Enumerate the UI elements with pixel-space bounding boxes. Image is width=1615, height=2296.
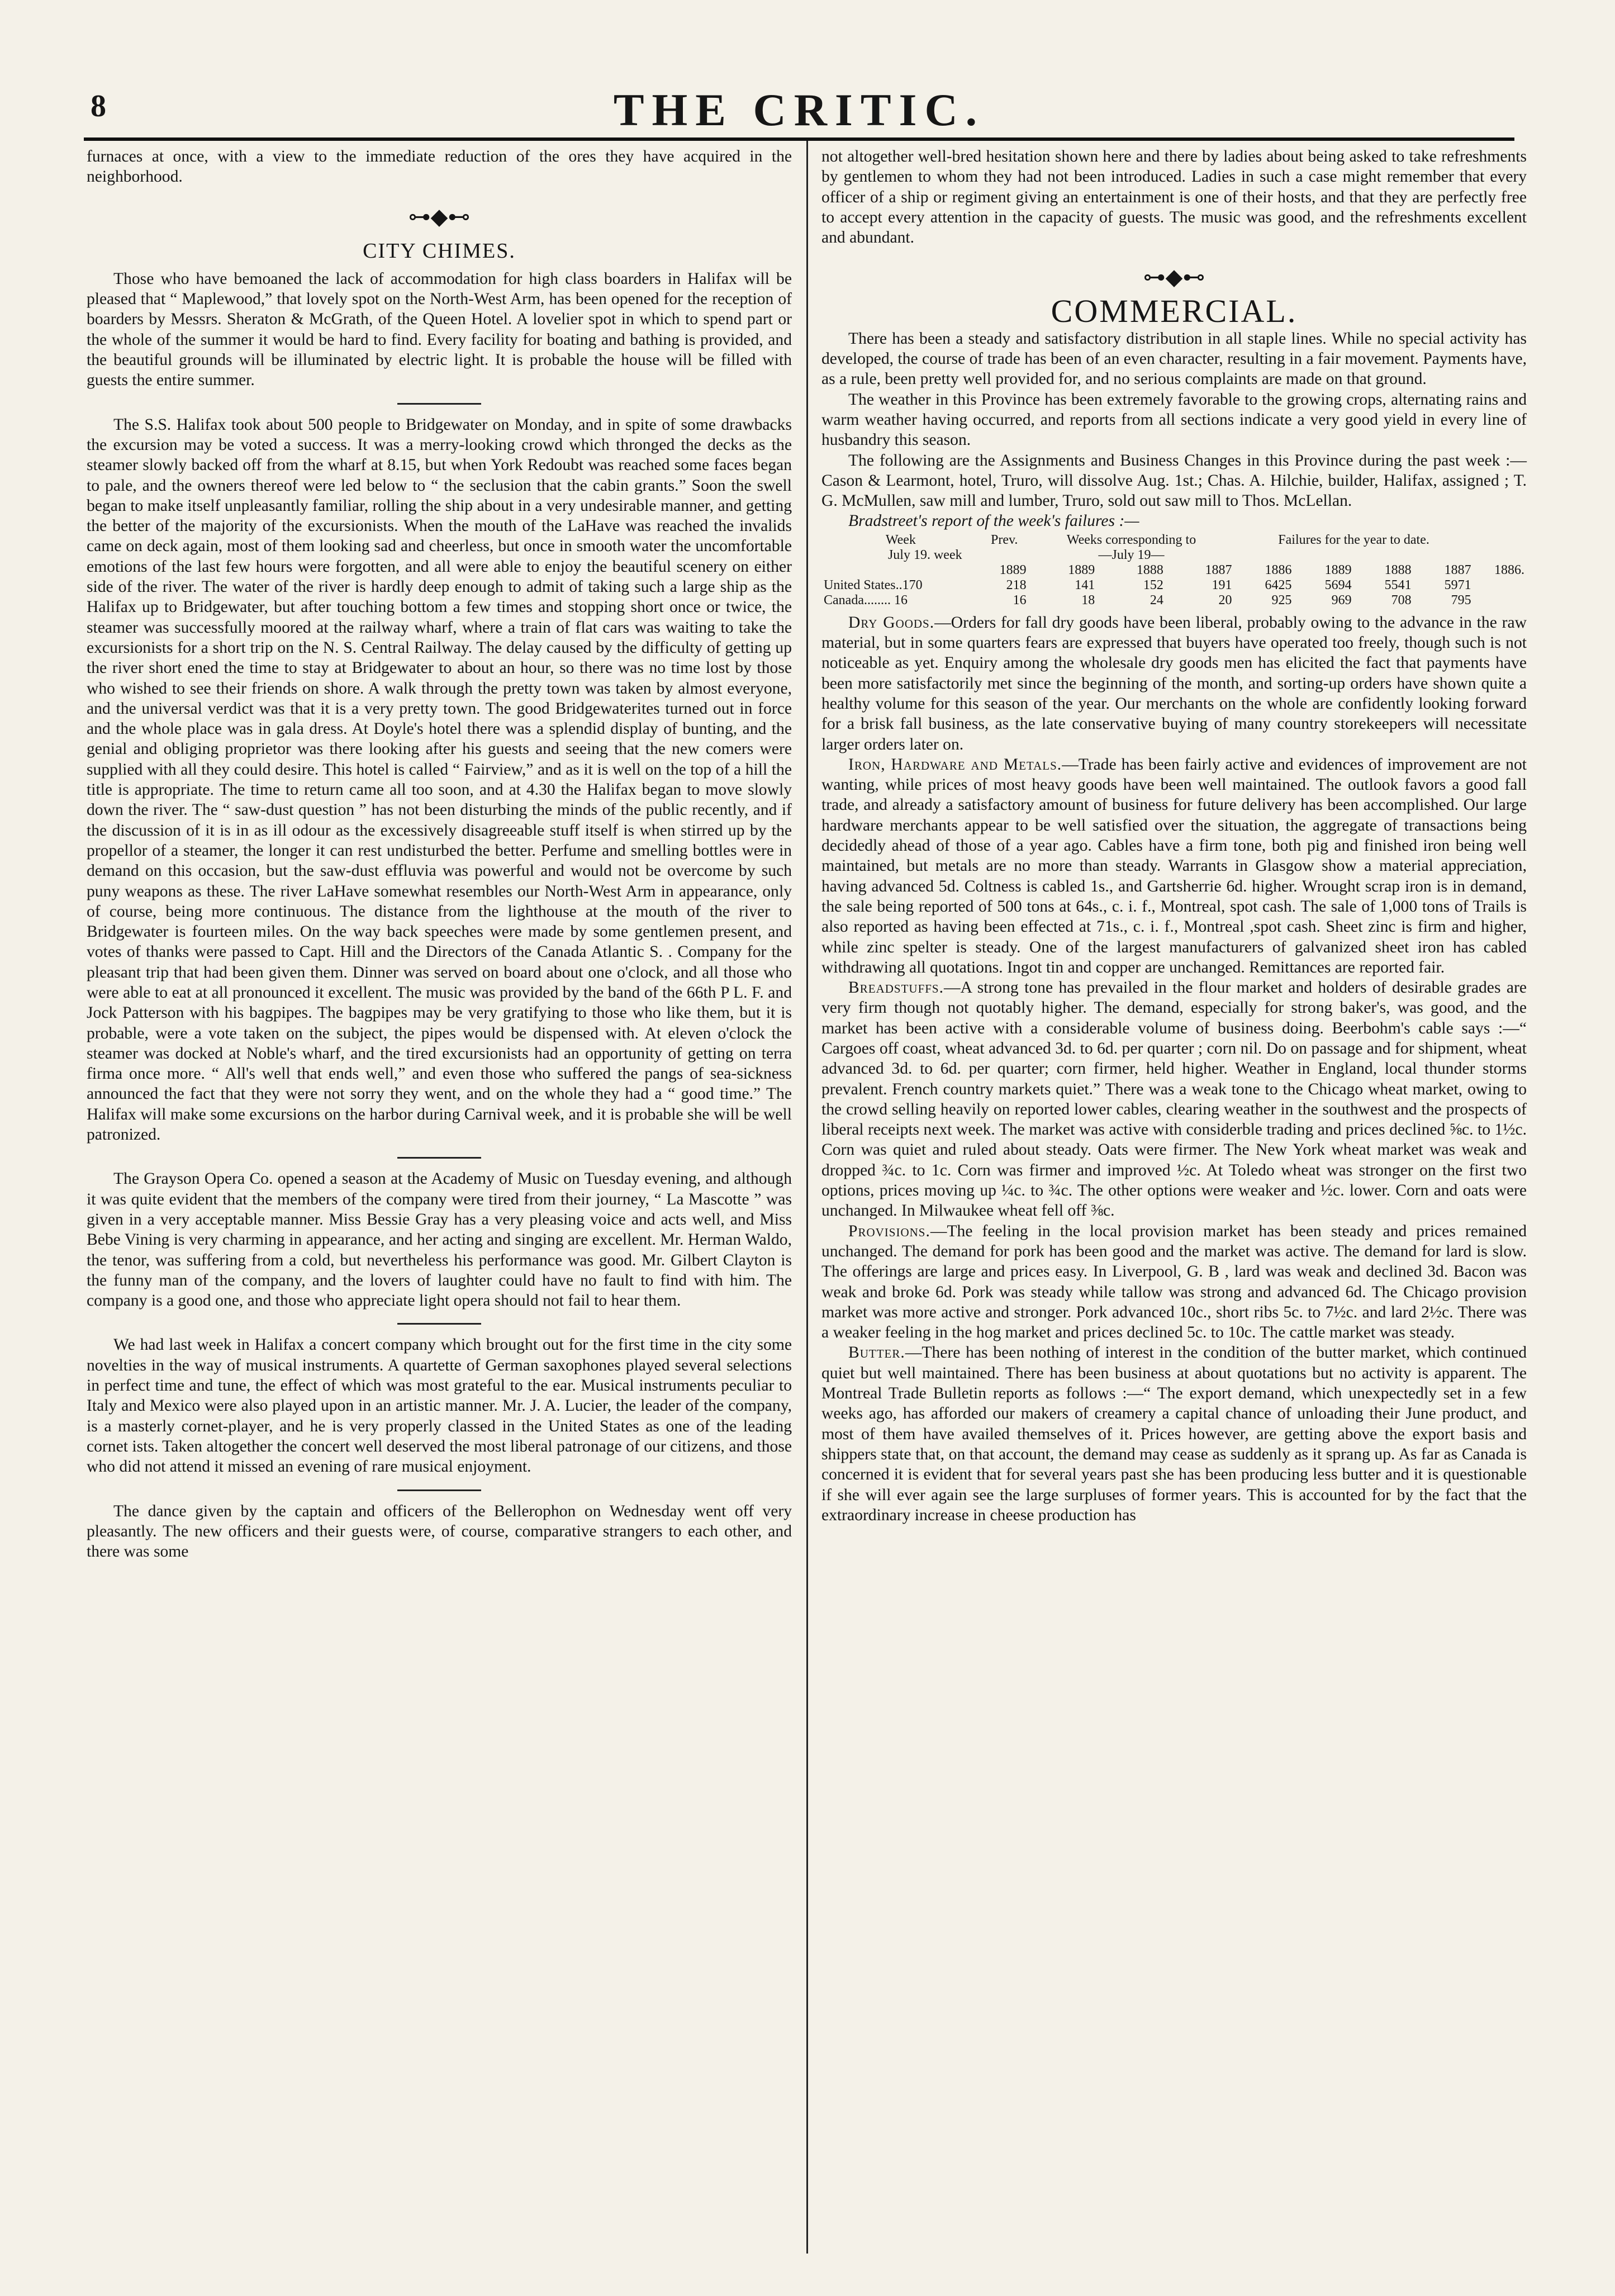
- separator-rule: [397, 1323, 481, 1325]
- failures-header-year: Failures for the year to date.: [1278, 532, 1429, 547]
- section-ornament: ⊶◆⊷: [1143, 264, 1205, 290]
- dance-paragraph: The dance given by the captain and officers of the Bellerophon on Wednesday went off very pleasantly. The new officers and their guests were, of course, comparative strangers to each other, and there was some: [87, 1502, 792, 1561]
- failures-year-cell: 1887: [1205, 562, 1232, 577]
- failures-value-cell: 141: [1075, 577, 1095, 592]
- failures-row-label: Canada........ 16: [824, 592, 908, 608]
- dry-goods-paragraph: Dry Goods.—Orders for fall dry goods have been liberal, probably owing to the advance in the raw material, but in some quarters fears are expressed that buyers have operated too freely, though such is not noticeable as yet. Enquiry among the wholesale dry goods men has elicited the fact that payments have been more satisfactorily met since the beginning of the month, and sorting-up orders have shown quite a healthy volume for this season of the year. Our merchants on the whole are confidently looking forward for a brisk fall business, as the late conservative buying of many country storekeepers will necessitate larger orders later on.: [821, 613, 1527, 753]
- separator-rule: [397, 1489, 481, 1491]
- failures-header-jul19week: July 19. week: [887, 547, 962, 562]
- failures-year-cell: 1887: [1444, 562, 1471, 577]
- page-number: 8: [91, 89, 106, 124]
- commercial-heading: COMMERCIAL.: [1051, 293, 1298, 330]
- trade-paragraph: There has been a steady and satisfactory distribution in all staple lines. While no special activity has developed, the course of trade has been of an even character, resulting in a fair movement. Payments have, as a rule, been pretty well provided for, and no serious complaints are made on that ground.: [821, 329, 1527, 388]
- failures-value-cell: 152: [1143, 577, 1163, 592]
- failures-value-cell: 24: [1150, 592, 1163, 608]
- excursion-paragraph: The S.S. Halifax took about 500 people to Bridgewater on Monday, and in spite of some drawbacks the excursion may be voted a success. It was a merry-looking crowd which thronged the decks as the steamer slowly backed off from the wharf at 8.15, but when York Redoubt was reached some faces began to pale, and the owners thereof were led below to “ the seclusion that the cabin grants.” Soon the swell began to make itself unpleasantly familiar, rolling the ship about in a very undesirable manner, and getting the better of the majority of the excursionists. When the mouth of the LaHave was reached the invalids came on deck again, most of them looking sad and cheerless, but once in smooth water the uncomfortable emotions of the last few hours were forgotten, and all were able to enjoy the beautiful scenery on either side of the river. The water of the river is hardly deep enough to admit of taking such a large ship as the Halifax up to Bridgewater, but after touching bottom a few times and stopping short once or twice, the steamer was successfully moored at the railway wharf, where a train of flat cars was waiting to take the excursionists for a short trip on the N. S. Central Railway. The delay caused by the difficulty of getting up the river short ened the time to stay at Bridgewater to about an hour, so there was no time lost by those who wished to see their friends on shore. A walk through the pretty town was taken by almost everyone, and the universal verdict was that it is a very pretty town. The good Bridgewaterites turned out in force and the whole place was in gala dress. At Doyle's hotel there was a splendid display of bunting, and the genial and obliging proprietor was there looking after his guests and seeing that the new comers were supplied with all they could desire. This hotel is called “ Fairview,” and as it is well on the top of a hill the title is appropriate. The time to return came all too soon, and at 4.30 the Halifax began to move slowly down the river. The “ saw-dust question ” has not been disturbing the minds of the public recently, and if the discussion of it is in as ill odour as the excessively disagreeable stuff itself is when stirred up by the propellor of a steamer, the longer it can rest undisturbed the better. Perfume and smelling bottles were in demand on this occasion, but the saw-dust effluvia was powerful and would not be overcome by such puny weapons as these. The river LaHave somewhat resembles our North-West Arm in appearance, only of course, being more continuous. The distance from the lighthouse at the mouth of the river to Bridgewater is fourteen miles. On the way back speeches were made by some gentlemen present, and votes of thanks were passed to Capt. Hill and the Directors of the Canada Atlantic S. . Company for the pleasant trip that had been given them. Dinner was served on board about one o'clock, and all those who were able to eat at all pronounced it excellent. The music was provided by the band of the 66th P L. F. and Jock Patterson with his bagpipes. The bagpipes may be very gratifying to those who like them, but it is probable, were a vote taken on the subject, the pipes would be dispensed with. At eleven o'clock the steamer was docked at Noble's wharf, and the tired excursionists had an opportunity of getting on terra firma once more. “ All's well that ends well,” and even those who suffered the pangs of sea-sickness announced the fact that they were not sorry they went, and on the whole they had a “ good time.” The Halifax will make some excursions on the harbor during Carnival week, and it is probable she will be well patronized.: [87, 415, 792, 1144]
- failures-value-cell: 5541: [1384, 577, 1412, 592]
- maplewood-paragraph: Those who have bemoaned the lack of accommodation for high class boarders in Halifax will be pleased that “ Maplewood,” that lovely spot on the North-West Arm, has been opened for the reception of boarders by Messrs. Sheraton & McGrath, of the Queen Hotel. A lovelier spot in which to spend part or the whole of the summer it would be hard to find. Every facility for boating and bathing is provided, and the beautiful grounds will be illuminated by electric light. It is probable the house will be filled with guests the entire summer.: [87, 269, 792, 390]
- left-column: [87, 146, 792, 1562]
- failures-header-weeks: Weeks corresponding to: [1066, 532, 1196, 547]
- assignments-paragraph: The following are the Assignments and Business Changes in this Province during the past week :—Cason & Learmont, hotel, Truro, will dissolve Aug. 1st.; Chas. A. Hilchie, builder, Halifax, assigned ; T. G. McMullen, saw mill and lumber, Truro, sold out saw mill to Thos. McLellan.: [821, 451, 1527, 510]
- bradstreet-intro: Bradstreet's report of the week's failures :—: [848, 512, 1139, 530]
- opera-paragraph: The Grayson Opera Co. opened a season at the Academy of Music on Tuesday evening, and although it was quite evident that the members of the company were tired from their journey, “ La Mascotte ” was given in a very acceptable manner. Miss Bessie Gray has a very pleasing voice and acts well, and Miss Bebe Vining is very charming in appearance, and her acting and singing are excellent. Mr. Herman Waldo, the tenor, was suffering from a cold, but nevertheless his performance was good. Mr. Gilbert Clayton is the funny man of the company, and the lovers of laughter could have no fault to find with him. The company is a good one, and those who appreciate light opera should not fail to hear them.: [87, 1170, 792, 1310]
- butter-paragraph: Butter.—There has been nothing of interest in the condition of the butter market, which continued quiet but well maintained. There has been business at about quotations but no activity is apparent. The Montreal Trade Bulletin reports as follows :—“ The export demand, which unexpectedly set in a few weeks ago, has afforded our makers of creamery a capital chance of unloading their June product, and most of them have availed themselves of it. Prices however, are getting above the export basis and shippers state that, on that account, the demand may cease as suddenly as it sprang up. As far as Canada is concerned it is evident that for several years past she has been producing less butter and it is questionable if she will ever again see the large surpluses of former years. This is accounted for by the fact that the extraordinary increase in cheese production has: [821, 1344, 1527, 1524]
- failures-years-row: [821, 563, 1527, 578]
- failures-header-jul19: —July 19—: [1098, 547, 1165, 562]
- failures-value-cell: 5971: [1444, 577, 1471, 592]
- concert-paragraph: We had last week in Halifax a concert company which brought out for the first time in the city some novelties in the way of musical instruments. A quartette of German saxophones played several selections in perfect time and tune, the effect of which was most grateful to the ear. Musical instruments peculiar to Italy and Mexico were also played upon in an artistic manner. Mr. J. A. Lucier, the leader of the company, is a masterly cornet-player, and he is very properly classed in the United States as one of the leading cornet ists. Taken altogether the concert well deserved the most liberal patronage of our citizens, and those who did not attend it missed an evening of rare musical enjoyment.: [87, 1336, 792, 1476]
- failures-value-cell: 925: [1271, 592, 1292, 608]
- separator-rule: [397, 1157, 481, 1159]
- failures-year-cell: 1889: [1068, 562, 1095, 577]
- failures-row-united-states: [821, 578, 1527, 593]
- failures-header-week: Week: [885, 532, 916, 547]
- failures-value-cell: 795: [1451, 592, 1471, 608]
- failures-value-cell: 20: [1218, 592, 1232, 608]
- failures-value-cell: 5694: [1324, 577, 1352, 592]
- failures-row-canada: [821, 593, 1527, 608]
- failures-header-prev: Prev.: [991, 532, 1018, 547]
- breadstuffs-paragraph: Breadstuffs.—A strong tone has prevailed in the flour market and holders of desirable grades are very firm though not quotably higher. The demand, especially for strong baker's, was good, and the market has been active with a considerable volume of business doing. Beerbohm's cable says :—“ Cargoes off coast, wheat advanced 3d. to 6d. per quarter ; corn nil. Do on passage and for shipment, wheat advanced 3d. to 6d. per quarter; corn firmer, held higher. Weather in England, local thunder storms prevalent. French country markets quiet.” There was a weak tone to the Chicago wheat market, owing to the crowd selling heavily on reported lower cables, clearing weather in the southwest and the prospects of liberal receipts next week. The market was active with considerble trading and prices declined ⅝c. to 1½c. Corn was quiet and ruled about steady. Oats were firmer. The New York wheat market was weak and dropped ¾c. to 1c. Corn was firmer and improved ½c. At Toledo wheat was stronger on the first two options, prices moving up ¼c. to ¾c. The other options were weaker and ½c. lower. Corn and oats were unchanged. In Milwaukee wheat fell off ⅜c.: [821, 979, 1527, 1220]
- failures-value-cell: 191: [1212, 577, 1232, 592]
- failures-value-cell: 16: [1013, 592, 1027, 608]
- iron-paragraph: Iron, Hardware and Metals.—Trade has been fairly active and evidences of improvement are not wanting, while prices of most heavy goods have been well maintained. The outlook favors a good fall trade, and already a satisfactory amount of business for future delivery has been accomplished. Our large hardware merchants appear to be well satisfied over the situation, the aggregate of transactions being decidedly ahead of those of a year ago. Cables have a firm tone, both pig and finished iron being well maintained, but metals are no more than steady. Warrants in Glasgow show a material appreciation, having advanced 5d. Coltness is cabled 1s., and Gartsherrie 6d. higher. Wrought scrap iron is in demand, the sale being reported of 500 tons at 64s., c. i. f., Montreal, spot cash. The sale of 1,000 tons of Trails is also reported as having been effected at 71s., c. i. f., Montreal ,spot cash. Sheet zinc is firm and higher, while zinc spelter is steady. One of the largest manufacturers of galvanized sheet iron has cabled withdrawing all quotations. Ingot tin and copper are unchanged. Remittances are reported fair.: [821, 755, 1527, 976]
- failures-year-cell: 1886.: [1494, 562, 1524, 577]
- column-divider: [806, 141, 808, 2254]
- failures-year-cell: 1888: [1136, 562, 1163, 577]
- continued-paragraph: furnaces at once, with a view to the immediate reduction of the ores they have acquired in the neighborhood.: [87, 148, 792, 186]
- masthead-rule: [84, 137, 1514, 141]
- failures-year-cell: 1889: [999, 562, 1027, 577]
- failures-value-cell: 969: [1331, 592, 1352, 608]
- failures-value-cell: 6425: [1265, 577, 1292, 592]
- failures-table: [821, 533, 1527, 608]
- right-column: [821, 146, 1527, 1525]
- failures-year-cell: 1886: [1265, 562, 1292, 577]
- separator-rule: [397, 403, 481, 405]
- provisions-paragraph: Provisions.—The feeling in the local provision market has been steady and prices remained unchanged. The demand for pork has been good and the market was active. The demand for lard is slow. The offerings are large and prices easy. In Liverpool, G. B , lard was weak and declined 3d. Bacon was weak and broke 6d. Pork was steady while tallow was strong and advanced 6d. The Chicago provision market was more active and stronger. Pork advanced 10c., short ribs 5c. to 7½c. and lard 2½c. There was a weaker feeling in the hog market and prices declined 5c. to 10c. The cattle market was steady.: [821, 1222, 1527, 1342]
- failures-value-cell: 708: [1391, 592, 1412, 608]
- section-ornament: ⊶◆⊷: [408, 203, 471, 229]
- weather-paragraph: The weather in this Province has been extremely favorable to the growing crops, alternating rains and warm weather having occurred, and reports from all sections indicate a very good yield in every line of husbandry this season.: [821, 390, 1527, 449]
- masthead: [84, 84, 1514, 134]
- failures-row-label: United States..170: [824, 577, 923, 592]
- failures-value-cell: 18: [1081, 592, 1095, 608]
- failures-value-cell: 218: [1006, 577, 1027, 592]
- continued-paragraph: not altogether well-bred hesitation shown here and there by ladies about being asked to take refreshments by gentlemen to whom they had not been introduced. Ladies in such a case might remember that every officer of a ship or regiment giving an entertainment is one of their hosts, and that they are perfectly free to accept every attention in the capacity of guests. The music was good, and the refreshments excellent and abundant.: [821, 148, 1527, 247]
- failures-year-cell: 1888: [1384, 562, 1412, 577]
- newspaper-title: THE CRITIC.: [613, 84, 985, 135]
- failures-year-cell: 1889: [1324, 562, 1352, 577]
- city-chimes-heading: CITY CHIMES.: [363, 239, 516, 263]
